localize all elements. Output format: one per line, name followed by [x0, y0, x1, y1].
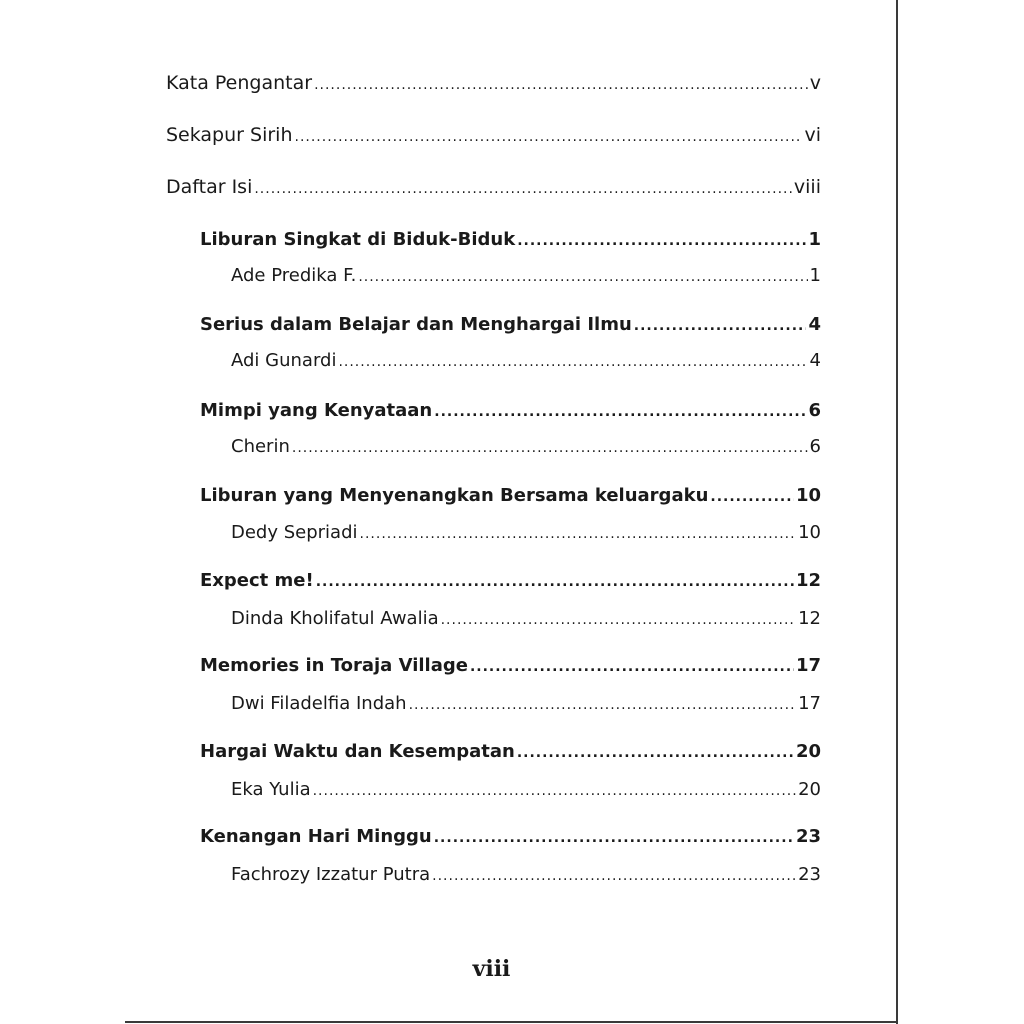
toc-author-name: Adi Gunardi	[231, 350, 337, 371]
toc-author-row[interactable]	[231, 860, 821, 890]
toc-story-title: Mimpi yang Kenyataan	[200, 400, 433, 421]
dot-leader	[441, 605, 796, 635]
dot-leader	[358, 262, 807, 292]
toc-page-number: viii	[793, 176, 821, 198]
dot-leader	[517, 738, 794, 768]
toc-author-name: Ade Predika F.	[231, 265, 357, 286]
toc-author-name: Cherin	[231, 436, 290, 457]
toc-page-number: 6	[808, 400, 821, 421]
toc-page-number: 10	[798, 522, 821, 543]
dot-leader	[313, 776, 796, 806]
toc-front-matter-row[interactable]	[166, 172, 821, 202]
toc-author-row[interactable]	[231, 518, 821, 548]
dot-leader	[710, 482, 794, 512]
dot-leader	[360, 519, 797, 549]
toc-author-row[interactable]	[231, 432, 821, 462]
toc-page-number: 6	[809, 436, 821, 457]
toc-page-number: 17	[798, 693, 821, 714]
toc-story-title: Memories in Toraja Village	[200, 655, 468, 676]
toc-front-matter-row[interactable]	[166, 120, 821, 150]
toc-label: Kata Pengantar	[166, 72, 313, 94]
toc-author-row[interactable]	[231, 604, 821, 634]
dot-leader	[314, 70, 808, 100]
toc-story-title: Liburan Singkat di Biduk-Biduk	[200, 229, 516, 250]
page-folio-number: viii	[472, 956, 511, 982]
dot-leader	[432, 861, 796, 891]
toc-front-matter-row[interactable]	[166, 68, 821, 98]
dot-leader	[434, 823, 794, 853]
toc-title-row[interactable]	[200, 822, 821, 852]
toc-author-name: Fachrozy Izzatur Putra	[231, 864, 431, 885]
toc-author-name: Dinda Kholifatul Awalia	[231, 608, 439, 629]
toc-label: Daftar Isi	[166, 176, 253, 198]
toc-story-title: Hargai Waktu dan Kesempatan	[200, 741, 515, 762]
toc-title-row[interactable]	[200, 225, 821, 255]
toc-page-number: 1	[808, 229, 821, 250]
toc-page-number: 23	[798, 864, 821, 885]
toc-page-number: 20	[798, 779, 821, 800]
dot-leader	[295, 122, 803, 152]
toc-page-number: 4	[809, 350, 821, 371]
toc-page-number: 1	[809, 265, 821, 286]
toc-label: Sekapur Sirih	[166, 124, 293, 146]
toc-story-title: Kenangan Hari Minggu	[200, 826, 432, 847]
dot-leader	[316, 567, 794, 597]
toc-author-row[interactable]	[231, 346, 821, 376]
toc-title-row[interactable]	[200, 396, 821, 426]
toc-author-name: Eka Yulia	[231, 779, 311, 800]
dot-leader	[292, 433, 808, 463]
dot-leader	[338, 347, 807, 377]
toc-page-number: 4	[808, 314, 821, 335]
toc-page-number: 12	[795, 570, 821, 591]
toc-author-name: Dwi Filadelfia Indah	[231, 693, 407, 714]
toc-page-number: 10	[795, 485, 821, 506]
toc-title-row[interactable]	[200, 737, 821, 767]
toc-page-number: 12	[798, 608, 821, 629]
toc-story-title: Expect me!	[200, 570, 314, 591]
toc-page-number: 17	[795, 655, 821, 676]
toc-author-row[interactable]	[231, 261, 821, 291]
toc-title-row[interactable]	[200, 481, 821, 511]
toc-title-row[interactable]	[200, 310, 821, 340]
toc-page-number: 23	[795, 826, 821, 847]
toc-title-row[interactable]	[200, 566, 821, 596]
toc-page-number: vi	[804, 124, 821, 146]
toc-author-name: Dedy Sepriadi	[231, 522, 358, 543]
toc-page-number: v	[809, 72, 821, 94]
toc-page-number: 20	[795, 741, 821, 762]
dot-leader	[517, 226, 806, 256]
toc-author-row[interactable]	[231, 689, 821, 719]
dot-leader	[634, 311, 807, 341]
toc-story-title: Liburan yang Menyenangkan Bersama keluargaku	[200, 485, 709, 506]
toc-title-row[interactable]	[200, 651, 821, 681]
toc-author-row[interactable]	[231, 775, 821, 805]
dot-leader	[434, 397, 806, 427]
toc-story-title: Serius dalam Belajar dan Menghargai Ilmu	[200, 314, 632, 335]
dot-leader	[409, 690, 797, 720]
dot-leader	[470, 652, 794, 682]
dot-leader	[254, 174, 792, 204]
